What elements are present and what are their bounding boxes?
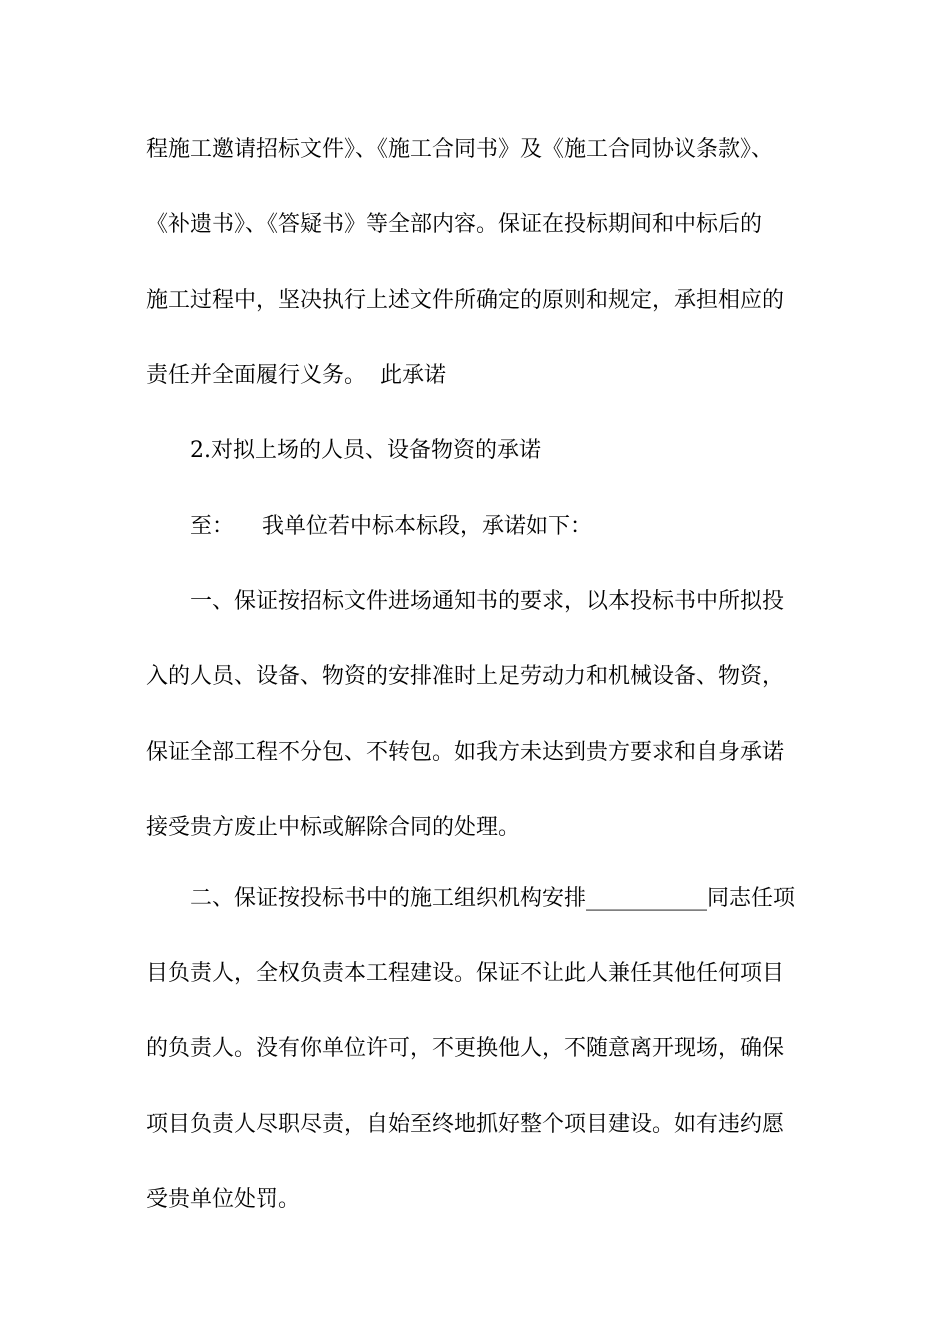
text-line: 《补遗书》、《答疑书》等全部内容。保证在投标期间和中标后的 (146, 212, 763, 237)
text-line: 二、保证按投标书中的施工组织机构安排___________同志任项 (190, 886, 796, 911)
section-heading: 2.对拟上场的人员、设备物资的承诺 (190, 438, 541, 463)
text-line: 项目负责人尽职尽责，自始至终地抓好整个项目建设。如有违约愿 (146, 1112, 785, 1137)
text-line: 目负责人，全权负责本工程建设。保证不让此人兼任其他任何项目 (146, 961, 785, 986)
text-line: 的负责人。没有你单位许可，不更换他人，不随意离开现场，确保 (146, 1036, 785, 1061)
text-line: 一、保证按招标文件进场通知书的要求，以本投标书中所拟投 (190, 589, 785, 614)
text-line: 受贵单位处罚。 (146, 1187, 301, 1212)
text-line: 保证全部工程不分包、不转包。如我方未达到贵方要求和自身承诺 (146, 740, 785, 765)
text-line: 程施工邀请招标文件》、《施工合同书》及《施工合同协议条款》、 (146, 137, 774, 162)
text-line: 施工过程中，坚决执行上述文件所确定的原则和规定，承担相应的 (146, 288, 785, 313)
text-line: 接受贵方废止中标或解除合同的处理。 (146, 815, 521, 840)
text-line: 入的人员、设备、物资的安排准时上足劳动力和机械设备、物资， (146, 664, 785, 689)
addressee-line: 至： 我单位若中标本标段，承诺如下： (190, 514, 592, 539)
text-line: 责任并全面履行义务。 此承诺 (146, 363, 446, 388)
